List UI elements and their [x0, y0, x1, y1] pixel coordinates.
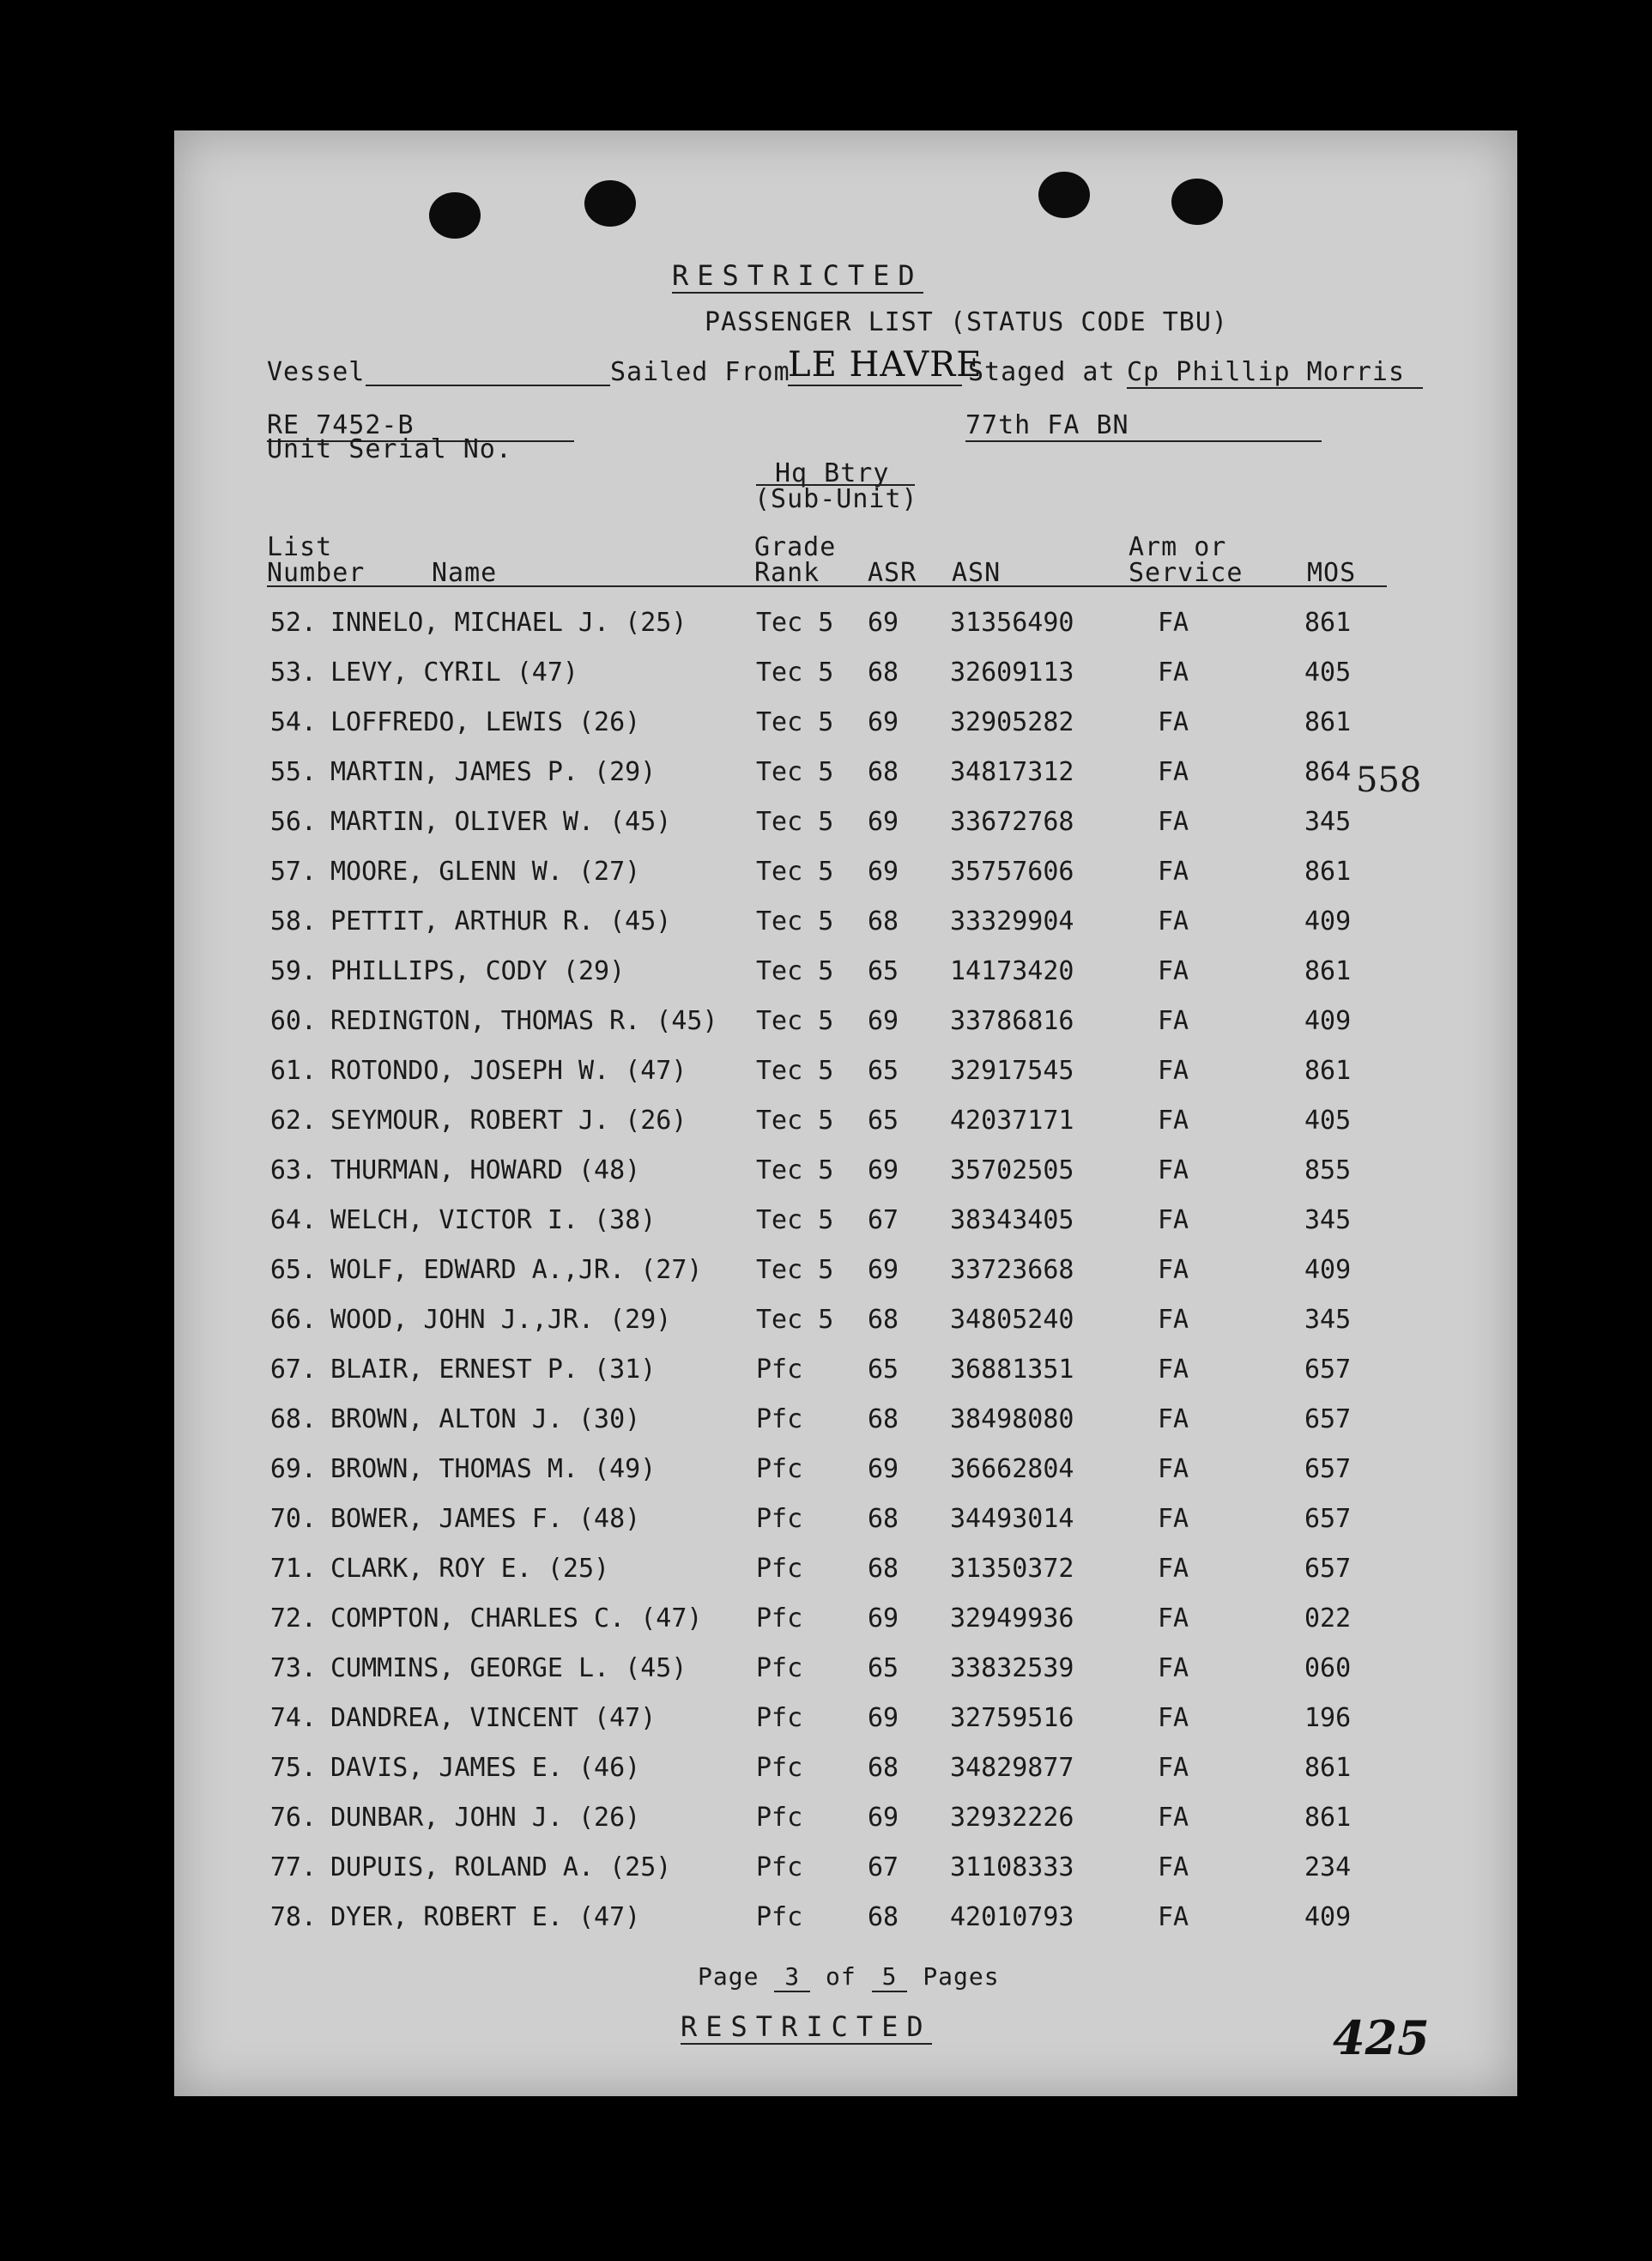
mos-correction-note: 558 [1356, 761, 1422, 800]
page-label: Page [698, 1962, 759, 1991]
asr: 68 [868, 906, 899, 937]
mos: 060 [1304, 1653, 1352, 1683]
arm-service: FA [1158, 1305, 1189, 1335]
asn: 38498080 [950, 1404, 1074, 1434]
passenger-name: WELCH, VICTOR I. (38) [330, 1205, 657, 1235]
header-underline [267, 585, 1387, 587]
asr: 69 [868, 1454, 899, 1484]
table-row [174, 1603, 1517, 1653]
mos: 861 [1304, 1056, 1352, 1086]
table-row [174, 1504, 1517, 1554]
passenger-name: COMPTON, CHARLES C. (47) [330, 1603, 703, 1634]
grade: Tec 5 [756, 1205, 834, 1235]
arm-service: FA [1158, 1703, 1189, 1733]
restricted-header: RESTRICTED [672, 259, 923, 292]
asn: 33723668 [950, 1255, 1074, 1285]
table-row [174, 1852, 1517, 1902]
passenger-name: WOOD, JOHN J.,JR. (29) [330, 1305, 672, 1335]
arm-service: FA [1158, 1603, 1189, 1634]
list-number: 65. [269, 1255, 317, 1285]
list-number: 62. [269, 1106, 317, 1136]
table-row [174, 1255, 1517, 1305]
sub-unit-value: Hq Btry [775, 458, 890, 488]
grade: Pfc [756, 1504, 803, 1534]
asr: 69 [868, 1603, 899, 1634]
passenger-name: MARTIN, OLIVER W. (45) [330, 807, 672, 837]
asr: 67 [868, 1852, 899, 1882]
list-number: 60. [269, 1006, 317, 1036]
asn: 34805240 [950, 1305, 1074, 1335]
mos: 345 [1304, 1205, 1352, 1235]
passenger-name: BROWN, THOMAS M. (49) [330, 1454, 657, 1484]
asn: 42010793 [950, 1902, 1074, 1932]
grade: Tec 5 [756, 1305, 834, 1335]
grade: Pfc [756, 1803, 803, 1833]
arm-service: FA [1158, 1106, 1189, 1136]
mos: 196 [1304, 1703, 1352, 1733]
asr: 65 [868, 1106, 899, 1136]
grade: Pfc [756, 1404, 803, 1434]
sailed-from-value: LE HAVRE [788, 345, 983, 385]
col-name: Name [432, 558, 498, 588]
arm-service: FA [1158, 707, 1189, 737]
mos: 405 [1304, 1106, 1352, 1136]
asn: 34817312 [950, 757, 1074, 787]
table-row [174, 1703, 1517, 1753]
vessel-label: Vessel [267, 357, 366, 387]
table-row [174, 906, 1517, 956]
list-number: 57. [269, 857, 317, 887]
mos: 405 [1304, 658, 1352, 688]
list-number: 78. [269, 1902, 317, 1932]
asn: 34493014 [950, 1504, 1074, 1534]
col-asr: ASR [868, 558, 917, 588]
arm-service: FA [1158, 1504, 1189, 1534]
mos: 657 [1304, 1504, 1352, 1534]
asr: 69 [868, 707, 899, 737]
grade: Tec 5 [756, 1106, 834, 1136]
grade: Pfc [756, 1454, 803, 1484]
grade: Tec 5 [756, 1255, 834, 1285]
arm-service: FA [1158, 1902, 1189, 1932]
list-number: 53. [269, 658, 317, 688]
passenger-name: BLAIR, ERNEST P. (31) [330, 1355, 657, 1385]
passenger-name: REDINGTON, THOMAS R. (45) [330, 1006, 718, 1036]
asr: 69 [868, 1155, 899, 1185]
arm-service: FA [1158, 1753, 1189, 1783]
asr: 69 [868, 807, 899, 837]
asr: 68 [868, 1504, 899, 1534]
grade: Pfc [756, 1603, 803, 1634]
list-number: 64. [269, 1205, 317, 1235]
asn: 31356490 [950, 608, 1074, 638]
col-list-top: List [267, 532, 333, 562]
mos: 657 [1304, 1355, 1352, 1385]
passenger-name: MARTIN, JAMES P. (29) [330, 757, 657, 787]
grade: Tec 5 [756, 658, 834, 688]
grade: Tec 5 [756, 1006, 834, 1036]
mos: 861 [1304, 1753, 1352, 1783]
arm-service: FA [1158, 1454, 1189, 1484]
punch-hole-3 [1038, 172, 1090, 218]
mos: 861 [1304, 608, 1352, 638]
arm-service: FA [1158, 1404, 1189, 1434]
asr: 65 [868, 1355, 899, 1385]
table-row [174, 1753, 1517, 1803]
passenger-name: INNELO, MICHAEL J. (25) [330, 608, 687, 638]
asr: 68 [868, 1404, 899, 1434]
arm-service: FA [1158, 1803, 1189, 1833]
asr: 65 [868, 1056, 899, 1086]
arm-service: FA [1158, 1056, 1189, 1086]
sub-unit-label: (Sub-Unit) [754, 484, 918, 514]
asr: 65 [868, 956, 899, 986]
passenger-name: ROTONDO, JOSEPH W. (47) [330, 1056, 687, 1086]
vessel-field-line [366, 385, 610, 386]
mos: 861 [1304, 707, 1352, 737]
list-number: 69. [269, 1454, 317, 1484]
staged-at-label: Staged at [968, 357, 1116, 387]
document-title: PASSENGER LIST (STATUS CODE TBU) [705, 307, 1228, 337]
table-row [174, 1305, 1517, 1355]
unit-serial-value: RE 7452-B [267, 410, 574, 442]
col-grade-bottom: Rank [754, 558, 820, 588]
passenger-name: BOWER, JAMES F. (48) [330, 1504, 641, 1534]
list-number: 77. [269, 1852, 317, 1882]
unit-serial-label: Unit Serial No. [267, 434, 512, 464]
table-row [174, 1404, 1517, 1454]
arm-service: FA [1158, 1554, 1189, 1584]
passenger-name: LEVY, CYRIL (47) [330, 658, 578, 688]
punch-hole-2 [584, 180, 636, 227]
asn: 33329904 [950, 906, 1074, 937]
table-row [174, 658, 1517, 707]
arm-service: FA [1158, 1852, 1189, 1882]
list-number: 72. [269, 1603, 317, 1634]
list-number: 66. [269, 1305, 317, 1335]
asr: 67 [868, 1205, 899, 1235]
grade: Tec 5 [756, 906, 834, 937]
passenger-name: SEYMOUR, ROBERT J. (26) [330, 1106, 687, 1136]
passenger-name: CUMMINS, GEORGE L. (45) [330, 1653, 687, 1683]
grade: Pfc [756, 1355, 803, 1385]
asn: 38343405 [950, 1205, 1074, 1235]
asn: 42037171 [950, 1106, 1074, 1136]
grade: Tec 5 [756, 857, 834, 887]
mos: 345 [1304, 807, 1352, 837]
asr: 68 [868, 1554, 899, 1584]
grade: Tec 5 [756, 1056, 834, 1086]
mos: 345 [1304, 1305, 1352, 1335]
list-number: 52. [269, 608, 317, 638]
asr: 68 [868, 1305, 899, 1335]
passenger-name: DAVIS, JAMES E. (46) [330, 1753, 641, 1783]
arm-service: FA [1158, 1205, 1189, 1235]
list-number: 71. [269, 1554, 317, 1584]
table-row [174, 857, 1517, 906]
grade: Pfc [756, 1554, 803, 1584]
asr: 68 [868, 658, 899, 688]
table-row [174, 1155, 1517, 1205]
mos: 855 [1304, 1155, 1352, 1185]
passenger-name: LOFFREDO, LEWIS (26) [330, 707, 641, 737]
passenger-name: PHILLIPS, CODY (29) [330, 956, 626, 986]
col-arm-top: Arm or [1129, 532, 1227, 562]
asr: 69 [868, 608, 899, 638]
passenger-name: DUPUIS, ROLAND A. (25) [330, 1852, 672, 1882]
document-page [174, 130, 1517, 2096]
list-number: 63. [269, 1155, 317, 1185]
passenger-name: CLARK, ROY E. (25) [330, 1554, 610, 1584]
asr: 68 [868, 1753, 899, 1783]
table-row [174, 1355, 1517, 1404]
table-row [174, 956, 1517, 1006]
asn: 32759516 [950, 1703, 1074, 1733]
list-number: 59. [269, 956, 317, 986]
asr: 65 [868, 1653, 899, 1683]
asn: 33832539 [950, 1653, 1074, 1683]
table-row [174, 1803, 1517, 1852]
list-number: 76. [269, 1803, 317, 1833]
arm-service: FA [1158, 1155, 1189, 1185]
passenger-name: WOLF, EDWARD A.,JR. (27) [330, 1255, 703, 1285]
restricted-footer: RESTRICTED [681, 2010, 932, 2043]
mos: 657 [1304, 1454, 1352, 1484]
punch-hole-1 [429, 192, 481, 239]
list-number: 70. [269, 1504, 317, 1534]
table-row [174, 1554, 1517, 1603]
asr: 69 [868, 1006, 899, 1036]
passenger-name: DYER, ROBERT E. (47) [330, 1902, 641, 1932]
asn: 35757606 [950, 857, 1074, 887]
asr: 69 [868, 1255, 899, 1285]
asn: 33672768 [950, 807, 1074, 837]
passenger-name: BROWN, ALTON J. (30) [330, 1404, 641, 1434]
list-number: 73. [269, 1653, 317, 1683]
mos: 657 [1304, 1404, 1352, 1434]
mos: 409 [1304, 1006, 1352, 1036]
mos: 409 [1304, 1255, 1352, 1285]
asr: 68 [868, 1902, 899, 1932]
table-row [174, 1454, 1517, 1504]
sailed-from-line [788, 385, 962, 386]
col-grade-top: Grade [754, 532, 837, 562]
asn: 14173420 [950, 956, 1074, 986]
asn: 35702505 [950, 1155, 1074, 1185]
page-indicator [698, 1962, 1000, 1991]
table-row [174, 1902, 1517, 1952]
grade: Pfc [756, 1753, 803, 1783]
asr: 69 [868, 1703, 899, 1733]
mos: 861 [1304, 857, 1352, 887]
table-row [174, 1205, 1517, 1255]
arm-service: FA [1158, 1255, 1189, 1285]
list-number: 67. [269, 1355, 317, 1385]
list-number: 68. [269, 1404, 317, 1434]
col-arm-bottom: Service [1129, 558, 1244, 588]
table-row [174, 1653, 1517, 1703]
punch-hole-4 [1171, 179, 1223, 225]
asn: 34829877 [950, 1753, 1074, 1783]
asr: 69 [868, 857, 899, 887]
mos: 864 [1304, 757, 1352, 787]
arm-service: FA [1158, 1006, 1189, 1036]
mos: 861 [1304, 956, 1352, 986]
mos: 409 [1304, 1902, 1352, 1932]
arm-service: FA [1158, 658, 1189, 688]
passenger-name: THURMAN, HOWARD (48) [330, 1155, 641, 1185]
grade: Tec 5 [756, 807, 834, 837]
asn: 32917545 [950, 1056, 1074, 1086]
arm-service: FA [1158, 906, 1189, 937]
arm-service: FA [1158, 1355, 1189, 1385]
table-row [174, 807, 1517, 857]
table-row [174, 1056, 1517, 1106]
list-number: 56. [269, 807, 317, 837]
list-number: 75. [269, 1753, 317, 1783]
list-number: 54. [269, 707, 317, 737]
grade: Tec 5 [756, 956, 834, 986]
passenger-name: PETTIT, ARTHUR R. (45) [330, 906, 672, 937]
passenger-name: MOORE, GLENN W. (27) [330, 857, 641, 887]
grade: Tec 5 [756, 608, 834, 638]
table-row [174, 707, 1517, 757]
grade: Tec 5 [756, 707, 834, 737]
asn: 32932226 [950, 1803, 1074, 1833]
asn: 36881351 [950, 1355, 1074, 1385]
mos: 861 [1304, 1803, 1352, 1833]
arm-service: FA [1158, 757, 1189, 787]
arm-service: FA [1158, 608, 1189, 638]
asn: 31108333 [950, 1852, 1074, 1882]
grade: Pfc [756, 1703, 803, 1733]
mos: 234 [1304, 1852, 1352, 1882]
page-number: 3 [774, 1962, 810, 1992]
grade: Pfc [756, 1653, 803, 1683]
grade: Pfc [756, 1902, 803, 1932]
table-row [174, 1006, 1517, 1056]
list-number: 55. [269, 757, 317, 787]
passenger-name: DANDREA, VINCENT (47) [330, 1703, 657, 1733]
asr: 69 [868, 1803, 899, 1833]
unit-value: 77th FA BN [965, 410, 1322, 442]
pages-label: Pages [923, 1962, 1000, 1991]
col-list-bottom: Number [267, 558, 366, 588]
arm-service: FA [1158, 807, 1189, 837]
list-number: 74. [269, 1703, 317, 1733]
arm-service: FA [1158, 857, 1189, 887]
col-mos: MOS [1307, 558, 1357, 588]
table-row [174, 1106, 1517, 1155]
total-pages: 5 [872, 1962, 908, 1992]
mos: 409 [1304, 906, 1352, 937]
asn: 32609113 [950, 658, 1074, 688]
col-asn: ASN [952, 558, 1001, 588]
grade: Tec 5 [756, 757, 834, 787]
table-row [174, 608, 1517, 658]
mos: 022 [1304, 1603, 1352, 1634]
handwritten-page-number: 425 [1333, 2010, 1430, 2065]
passenger-name: DUNBAR, JOHN J. (26) [330, 1803, 641, 1833]
grade: Tec 5 [756, 1155, 834, 1185]
asr: 68 [868, 757, 899, 787]
asn: 31350372 [950, 1554, 1074, 1584]
grade: Pfc [756, 1852, 803, 1882]
arm-service: FA [1158, 956, 1189, 986]
arm-service: FA [1158, 1653, 1189, 1683]
asn: 32905282 [950, 707, 1074, 737]
mos: 657 [1304, 1554, 1352, 1584]
asn: 33786816 [950, 1006, 1074, 1036]
staged-at-value: Cp Phillip Morris [1127, 357, 1423, 389]
sailed-from-label: Sailed From [610, 357, 790, 387]
asn: 36662804 [950, 1454, 1074, 1484]
list-number: 61. [269, 1056, 317, 1086]
list-number: 58. [269, 906, 317, 937]
of-label: of [826, 1962, 856, 1991]
asn: 32949936 [950, 1603, 1074, 1634]
table-row [174, 757, 1517, 807]
